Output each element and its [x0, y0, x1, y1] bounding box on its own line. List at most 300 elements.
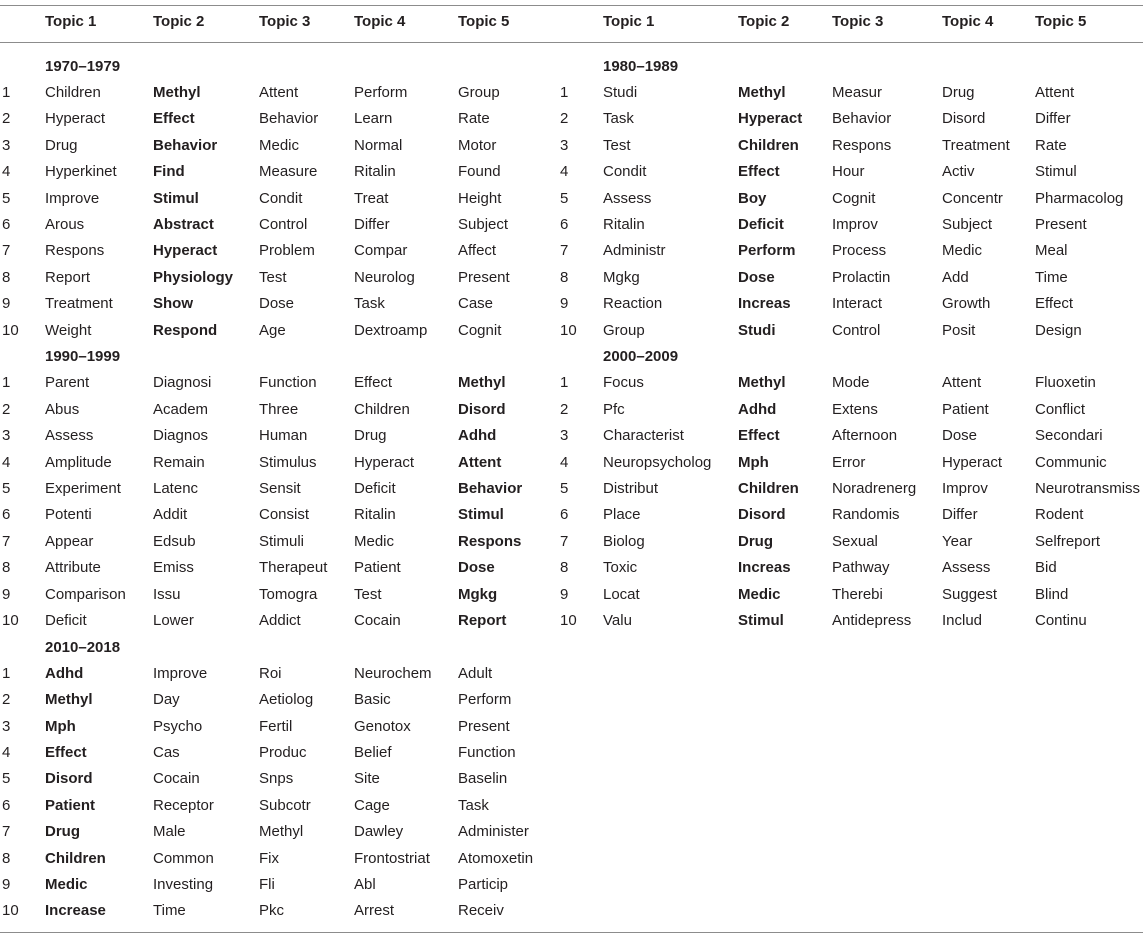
row-number: 7 — [2, 532, 11, 550]
topic-cell: Snps — [259, 770, 294, 788]
topic-cell: Dextroamp — [354, 321, 428, 339]
topic-cell: Hyperact — [45, 110, 106, 128]
topic-cell: Selfreport — [1035, 532, 1101, 550]
row-number: 1 — [2, 84, 11, 101]
topic-cell: Reaction — [603, 295, 663, 313]
topic-cell: Hyperact — [354, 453, 415, 471]
topic-cell: Motor — [458, 136, 497, 154]
topic-cell: Frontostriat — [354, 849, 430, 867]
topic-cell: Posit — [942, 321, 976, 339]
topic-cell: Rodent — [1035, 506, 1084, 524]
topic-cell: Methyl — [458, 374, 506, 392]
topic-cell: Differ — [1035, 110, 1071, 128]
topic-cell: Effect — [45, 744, 87, 761]
topic-cell: Three — [259, 400, 299, 418]
row-number: 7 — [560, 532, 569, 550]
topic-cell: Add — [942, 268, 969, 286]
row-number: 6 — [560, 506, 569, 524]
topic-cell: Improv — [942, 480, 988, 497]
topic-cell: Therebi — [832, 585, 883, 603]
topic-cell: Behavior — [153, 136, 218, 154]
topic-cell: Atomoxetin — [458, 849, 534, 867]
topic-cell: Dose — [738, 268, 775, 286]
topic-cell: Condit — [259, 189, 303, 207]
topic-cell: Stimul — [738, 612, 784, 629]
row-number: 4 — [2, 163, 11, 181]
topic-cell: Mph — [738, 453, 769, 471]
topic-cell: Test — [603, 136, 631, 154]
row-number: 10 — [560, 612, 577, 629]
topic-cell: Disord — [738, 506, 786, 524]
topic-cell: Lower — [153, 612, 194, 629]
topic-cell: Patient — [942, 400, 989, 418]
topic-cell: Improve — [153, 664, 208, 682]
topic-cell: Mph — [45, 717, 76, 735]
topic-cell: Medic — [45, 876, 88, 893]
topic-cell: Subject — [942, 216, 993, 233]
topic-cell: Sensit — [259, 480, 301, 497]
section-period-label: 1970–1979 — [45, 58, 121, 75]
row-number: 3 — [2, 136, 11, 154]
topic-cell: Normal — [354, 136, 403, 154]
row-number: 5 — [560, 189, 569, 207]
topic-cell: Diagnosi — [153, 374, 212, 392]
topic-cell: Amplitude — [45, 453, 112, 471]
topic-cell: Cas — [153, 744, 180, 761]
topic-cell: Time — [1035, 268, 1068, 286]
topic-cell: Disord — [45, 770, 93, 788]
row-number: 8 — [2, 849, 11, 867]
topic-cell: Present — [458, 717, 510, 735]
topic-cell: Age — [259, 321, 286, 339]
topic-cell: Effect — [738, 427, 780, 445]
row-number: 2 — [2, 110, 11, 128]
row-number: 10 — [2, 612, 19, 629]
section-period-label: 2010–2018 — [45, 639, 121, 656]
bottom-rule — [0, 932, 1143, 933]
topic-cell: Function — [458, 744, 516, 761]
topic-cell: Issu — [153, 585, 181, 603]
topic-cell: Noradrenerg — [832, 480, 917, 497]
topic-cell: Randomis — [832, 506, 900, 524]
topic-cell: Pathway — [832, 559, 890, 577]
row-number: 7 — [560, 242, 569, 260]
topic-cell: Respond — [153, 321, 218, 339]
section-period-label: 2000–2009 — [603, 348, 679, 365]
topic-cell: Fix — [259, 849, 279, 867]
row-number: 8 — [560, 268, 569, 286]
topic-cell: Deficit — [354, 480, 396, 497]
topic-cell: Afternoon — [832, 427, 898, 445]
topic-cell: Addict — [259, 612, 301, 629]
topic-cell: Children — [45, 84, 101, 101]
topic-cell: Pharmacolog — [1035, 189, 1124, 207]
row-number: 5 — [2, 189, 11, 207]
row-number: 1 — [2, 374, 11, 392]
topic-cell: Valu — [603, 612, 632, 629]
topic-cell: Psycho — [153, 717, 203, 735]
topic-cell: Control — [259, 216, 308, 233]
topic-cell: Baselin — [458, 770, 508, 788]
topic-cell: Task — [458, 796, 489, 814]
topic-cell: Weight — [45, 321, 92, 339]
topic-cell: Dose — [458, 559, 495, 577]
topic-cell: Meal — [1035, 242, 1068, 260]
topic-cell: Time — [153, 902, 186, 920]
topic-cell: Methyl — [45, 691, 93, 709]
column-header-topic-1: Topic 1 — [603, 13, 655, 30]
topic-cell: Control — [832, 321, 881, 339]
row-number: 4 — [2, 744, 11, 761]
row-number: 8 — [2, 268, 11, 286]
topic-cell: Perform — [354, 84, 408, 101]
topic-cell: Adhd — [45, 664, 84, 682]
row-number: 9 — [2, 585, 11, 603]
topic-cell: Fli — [259, 876, 275, 893]
topic-cell: Test — [259, 268, 287, 286]
row-number: 5 — [2, 770, 11, 788]
column-header-topic-4: Topic 4 — [354, 13, 406, 30]
topic-cell: Function — [259, 374, 317, 392]
section-period-label: 1990–1999 — [45, 348, 121, 365]
topic-cell: Tomogra — [259, 585, 318, 603]
topic-cell: Roi — [259, 664, 282, 682]
column-header-topic-3: Topic 3 — [259, 13, 311, 30]
topic-cell: Task — [603, 110, 634, 128]
topic-cell: Patient — [45, 796, 96, 814]
topic-cell: Improv — [832, 216, 878, 233]
row-number: 7 — [2, 242, 11, 260]
row-number: 4 — [560, 163, 569, 181]
topic-cell: Receiv — [458, 902, 504, 920]
topic-cell: Includ — [942, 612, 983, 629]
topic-cell: Adhd — [738, 400, 777, 418]
row-number: 6 — [2, 506, 11, 524]
row-number: 3 — [2, 717, 11, 735]
topic-cell: Case — [458, 295, 494, 313]
topic-cell: Stimulus — [259, 453, 317, 471]
row-number: 3 — [560, 427, 569, 445]
topic-cell: Fluoxetin — [1035, 374, 1096, 392]
topic-cell: Biolog — [603, 532, 645, 550]
topic-cell: Place — [603, 506, 641, 524]
row-number: 9 — [560, 295, 569, 313]
topic-cell: Abus — [45, 400, 80, 418]
topic-cell: Differ — [354, 216, 390, 233]
topic-cell: Dawley — [354, 823, 404, 841]
topic-cell: Ritalin — [354, 506, 396, 524]
topic-cell: Arrest — [354, 902, 395, 920]
topic-cell: Children — [738, 136, 799, 154]
topic-cell: Children — [738, 480, 799, 497]
row-number: 10 — [2, 902, 19, 920]
topic-cell: Increas — [738, 559, 791, 577]
topic-cell: Studi — [603, 84, 638, 101]
section-period-label: 1980–1989 — [603, 58, 679, 75]
topic-cell: Diagnos — [153, 427, 209, 445]
topic-cell: Attent — [1035, 84, 1075, 101]
topic-cell: Bid — [1035, 559, 1057, 577]
topic-cell: Children — [45, 849, 106, 867]
topic-cell: Stimuli — [259, 532, 305, 550]
row-number: 7 — [2, 823, 11, 841]
topic-cell: Condit — [603, 163, 647, 181]
topic-cell: Dose — [259, 295, 295, 313]
topic-cell: Medic — [942, 242, 983, 260]
topic-cell: Treatment — [942, 136, 1010, 154]
topic-cell: Methyl — [153, 84, 201, 101]
topic-cell: Methyl — [738, 374, 786, 392]
column-header-topic-3: Topic 3 — [832, 13, 884, 30]
topic-cell: Dose — [942, 427, 978, 445]
topic-cell: Distribut — [603, 480, 659, 497]
topic-cell: Neurotransmiss — [1035, 480, 1141, 497]
topic-cell: Medic — [738, 585, 781, 603]
topic-cell: Year — [942, 532, 973, 550]
topic-cell: Human — [259, 427, 308, 445]
topic-cell: Potenti — [45, 506, 92, 524]
topic-cell: Physiology — [153, 268, 234, 286]
row-number: 9 — [2, 295, 11, 313]
topic-cell: Drug — [738, 532, 773, 550]
topic-cell: Basic — [354, 691, 391, 709]
topic-cell: Administer — [458, 823, 529, 841]
topic-cell: Learn — [354, 110, 393, 128]
column-header-topic-2: Topic 2 — [738, 13, 790, 30]
topic-cell: Conflict — [1035, 400, 1086, 418]
topic-cell: Boy — [738, 189, 767, 207]
topic-cell: Attent — [942, 374, 982, 392]
topic-cell: Subcotr — [259, 796, 311, 814]
topic-cell: Deficit — [45, 612, 87, 629]
topic-cell: Locat — [603, 585, 640, 603]
column-header-topic-1: Topic 1 — [45, 13, 97, 30]
topic-cell: Continu — [1035, 612, 1087, 629]
topic-cell: Hyperkinet — [45, 163, 117, 181]
topic-cell: Medic — [259, 136, 300, 154]
topic-cell: Treat — [354, 189, 389, 207]
topic-cell: Drug — [942, 84, 975, 101]
topic-cell: Group — [603, 321, 645, 339]
topic-cell: Deficit — [738, 216, 784, 233]
topic-cell: Assess — [603, 189, 652, 207]
topic-cell: Design — [1035, 321, 1082, 339]
topic-cell: Effect — [153, 110, 195, 128]
topic-cell: Academ — [153, 400, 209, 418]
topic-cell: Show — [153, 295, 193, 313]
row-number: 3 — [560, 136, 569, 154]
topic-cell: Respons — [45, 242, 105, 260]
row-number: 10 — [560, 321, 577, 339]
topic-cell: Comparison — [45, 585, 126, 603]
topic-cell: Improve — [45, 189, 100, 207]
row-number: 6 — [560, 216, 569, 233]
topic-cell: Process — [832, 242, 887, 260]
topic-cell: Measur — [832, 84, 883, 101]
topic-cell: Mode — [832, 374, 870, 392]
topic-cell: Group — [458, 84, 500, 101]
topic-cell: Effect — [354, 374, 393, 392]
topic-cell: Perform — [738, 242, 796, 260]
topic-cell: Sexual — [832, 532, 878, 550]
topic-cell: Differ — [942, 506, 978, 524]
topic-cell: Hyperact — [942, 453, 1003, 471]
topic-cell: Height — [458, 189, 502, 207]
topic-cell: Experiment — [45, 480, 121, 497]
topic-cell: Drug — [45, 823, 80, 841]
row-number: 2 — [2, 691, 11, 709]
topic-cell: Blind — [1035, 585, 1069, 603]
topic-cell: Hour — [832, 163, 865, 181]
topic-cell: Neurochem — [354, 664, 432, 682]
topic-cell: Secondari — [1035, 427, 1103, 445]
topic-cell: Rate — [458, 110, 490, 128]
row-number: 1 — [2, 664, 11, 682]
topic-cell: Activ — [942, 163, 975, 181]
column-header-topic-5: Topic 5 — [1035, 13, 1087, 30]
topic-cell: Interact — [832, 295, 883, 313]
topic-cell: Neuropsycholog — [603, 453, 712, 471]
topic-cell: Rate — [1035, 136, 1067, 154]
topic-cell: Administr — [603, 242, 666, 260]
topic-cell: Cognit — [458, 321, 502, 339]
top-rule — [0, 5, 1143, 6]
topic-cell: Growth — [942, 295, 991, 313]
topic-cell: Behavior — [832, 110, 892, 128]
topic-cell: Communic — [1035, 453, 1107, 471]
topic-cell: Present — [458, 268, 510, 286]
topic-cell: Pfc — [603, 400, 625, 418]
row-number: 1 — [560, 84, 569, 101]
topic-cell: Stimul — [153, 189, 199, 207]
row-number: 6 — [2, 216, 11, 233]
topic-cell: Focus — [603, 374, 644, 392]
topic-cell: Abl — [354, 876, 376, 893]
topic-cell: Respons — [458, 532, 522, 550]
topic-cell: Attent — [259, 84, 299, 101]
topic-cell: Emiss — [153, 559, 194, 577]
topic-cell: Effect — [738, 163, 780, 181]
row-number: 1 — [560, 374, 569, 392]
topic-cell: Antidepress — [832, 612, 912, 629]
topic-cell: Behavior — [259, 110, 319, 128]
topic-cell: Remain — [153, 453, 205, 471]
topic-cell: Find — [153, 163, 185, 181]
topic-cell: Attent — [458, 453, 502, 471]
topic-cell: Mgkg — [458, 585, 498, 603]
row-number: 3 — [2, 427, 11, 445]
column-header-topic-5: Topic 5 — [458, 13, 510, 30]
topic-cell: Increase — [45, 902, 106, 920]
topic-cell: Investing — [153, 876, 214, 893]
topic-cell: Genotox — [354, 717, 411, 735]
row-number: 10 — [2, 321, 19, 339]
topic-cell: Assess — [942, 559, 991, 577]
topic-cell: Increas — [738, 295, 791, 313]
topic-cell: Hyperact — [738, 110, 803, 128]
topic-cell: Medic — [354, 532, 395, 550]
topic-cell: Found — [458, 163, 501, 181]
row-number: 2 — [560, 110, 569, 128]
topic-cell: Concentr — [942, 189, 1003, 207]
topic-cell: Edsub — [153, 532, 196, 550]
topic-cell: Pkc — [259, 902, 285, 920]
row-number: 9 — [2, 876, 11, 893]
topic-cell: Extens — [832, 400, 878, 418]
topic-cell: Affect — [458, 242, 497, 260]
topic-cell: Produc — [259, 744, 307, 761]
topic-cell: Mgkg — [603, 268, 640, 286]
topic-cell: Cocain — [153, 770, 200, 788]
topic-cell: Disord — [942, 110, 986, 128]
topic-cell: Attribute — [45, 559, 101, 577]
topic-cell: Receptor — [153, 796, 214, 814]
row-number: 8 — [560, 559, 569, 577]
topic-cell: Particip — [458, 876, 509, 893]
topic-cell: Stimul — [458, 506, 504, 524]
topic-cell: Arous — [45, 216, 85, 233]
topic-cell: Error — [832, 453, 866, 471]
topic-cell: Hyperact — [153, 242, 218, 260]
topic-cell: Studi — [738, 321, 776, 339]
header-rule — [0, 42, 1143, 43]
row-number: 4 — [560, 453, 569, 471]
topic-cell: Therapeut — [259, 559, 328, 577]
topic-cell: Prolactin — [832, 268, 891, 286]
row-number: 4 — [2, 453, 11, 471]
topic-cell: Common — [153, 849, 214, 867]
topic-cell: Cognit — [832, 189, 876, 207]
topic-cell: Belief — [354, 744, 392, 761]
topic-cell: Report — [458, 612, 507, 629]
topic-cell: Ritalin — [354, 163, 396, 181]
topic-cell: Drug — [45, 136, 78, 154]
column-header-topic-2: Topic 2 — [153, 13, 205, 30]
topic-cell: Stimul — [1035, 163, 1077, 181]
topic-cell: Latenc — [153, 480, 199, 497]
topic-cell: Effect — [1035, 295, 1074, 313]
topic-cell: Neurolog — [354, 268, 415, 286]
topic-cell: Respons — [832, 136, 892, 154]
topic-cell: Treatment — [45, 295, 113, 313]
row-number: 2 — [560, 400, 569, 418]
topic-cell: Present — [1035, 216, 1087, 233]
topic-cell: Parent — [45, 374, 90, 392]
row-number: 5 — [2, 480, 11, 497]
topic-cell: Compar — [354, 242, 408, 260]
topic-cell: Addit — [153, 506, 188, 524]
topic-cell: Behavior — [458, 480, 523, 497]
topic-cell: Characterist — [603, 427, 684, 445]
topic-cell: Perform — [458, 691, 512, 709]
topic-cell: Patient — [354, 559, 401, 577]
topic-cell: Suggest — [942, 585, 998, 603]
topic-cell: Abstract — [153, 216, 214, 233]
topic-cell: Methyl — [259, 823, 304, 841]
topic-cell: Appear — [45, 532, 94, 550]
row-number: 2 — [2, 400, 11, 418]
row-number: 8 — [2, 559, 11, 577]
topic-cell: Fertil — [259, 717, 293, 735]
topic-cell: Male — [153, 823, 186, 841]
topic-cell: Children — [354, 400, 410, 418]
topic-cell: Cage — [354, 796, 390, 814]
row-number: 9 — [560, 585, 569, 603]
topic-cell: Cocain — [354, 612, 401, 629]
topic-cell: Methyl — [738, 84, 786, 101]
topic-cell: Ritalin — [603, 216, 645, 233]
topic-cell: Task — [354, 295, 385, 313]
